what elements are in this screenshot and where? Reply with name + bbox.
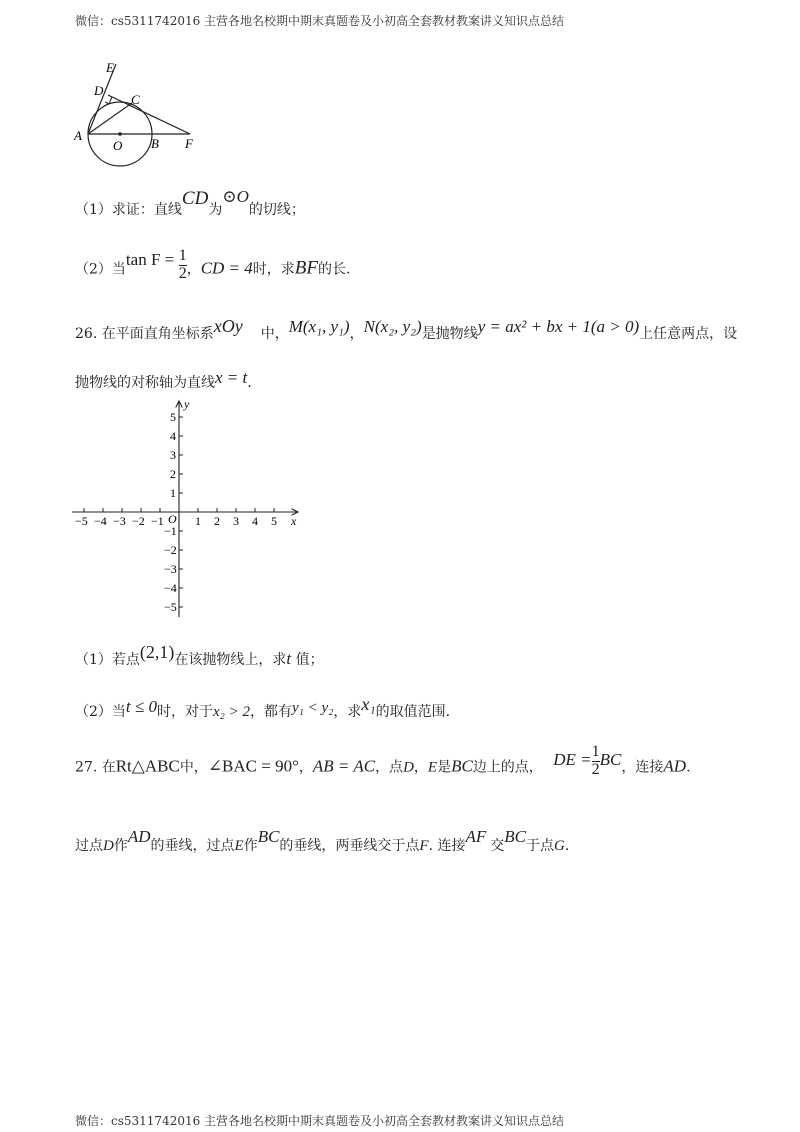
label-E: E <box>106 60 114 75</box>
label-F: F <box>185 136 193 151</box>
q26-part1: （1）若点(2,1)在该抛物线上，求t 值； <box>75 642 324 668</box>
label-B: B <box>151 136 159 151</box>
label-O: O <box>113 138 123 153</box>
q26-stem-line2: 抛物线的对称轴为直线x = t. <box>75 368 252 391</box>
x-tick-label: 4 <box>252 514 258 528</box>
x-tick-label: 5 <box>271 514 277 528</box>
q27-stem-line2: 过点D作AD的垂线，过点E作BC的垂线，两垂线交于点F. 连接AF 交BC于点G. <box>75 827 570 854</box>
y-tick-label: −5 <box>164 600 177 614</box>
y-tick-label: 1 <box>170 486 176 500</box>
x-tick-label: −4 <box>94 514 107 528</box>
x-tick-label: −3 <box>113 514 126 528</box>
x-tick-label: −5 <box>75 514 88 528</box>
x-tick-label: 1 <box>195 514 201 528</box>
x-tick-label: −1 <box>151 514 164 528</box>
coordinate-axes <box>68 395 308 620</box>
page-header: 微信：cs5311742016 主营各地名校期中期末真题卷及小初高全套教材教案讲义知识点总结 <box>75 14 565 28</box>
y-tick-label: −1 <box>164 524 177 538</box>
y-tick-label: −2 <box>164 543 177 557</box>
y-tick-label: −4 <box>164 581 177 595</box>
geometry-figure-circle <box>68 58 208 173</box>
x-axis-label: x <box>291 514 297 528</box>
y-tick-label: 3 <box>170 448 176 462</box>
q25-part2: （2）当tan F = $\frac{1}{2}$ ，CD = 4时，求BF的长. <box>75 247 351 282</box>
y-tick-label: −3 <box>164 562 177 576</box>
page-footer: 微信：cs5311742016 主营各地名校期中期末真题卷及小初高全套教材教案讲义知识点总结 <box>75 1114 565 1128</box>
label-D: D <box>94 83 104 98</box>
x-tick-label: −2 <box>132 514 145 528</box>
label-C: C <box>131 92 140 107</box>
q27-stem-line1: 27. 在Rt△ABC中，∠BAC = 90°，AB = AC，点D，E是BC边上的点， DE = $\frac{1}{2}$ BC，连接AD. <box>75 743 691 778</box>
x-tick-label: 2 <box>214 514 220 528</box>
x-tick-label: 3 <box>233 514 239 528</box>
origin-label: O <box>168 512 177 526</box>
y-axis-label: y <box>184 397 190 411</box>
y-tick-label: 4 <box>170 429 176 443</box>
q26-stem-line1: 26. 在平面直角坐标系xOy 中，M(x₁, y₁)，N(x₂, y₂)是抛物线y = ax² + bx + 1(a > 0)上任意两点，设 <box>75 316 738 342</box>
label-A: A <box>74 128 82 143</box>
y-tick-label: 5 <box>170 410 176 424</box>
q26-part2: （2）当t ≤ 0时，对于x₂ > 2，都有y₁ < y₂，求x₁的取值范围. <box>75 694 451 720</box>
y-tick-label: 2 <box>170 467 176 481</box>
q25-part1: （1）求证：直线CD为⊙O的切线； <box>75 187 305 218</box>
